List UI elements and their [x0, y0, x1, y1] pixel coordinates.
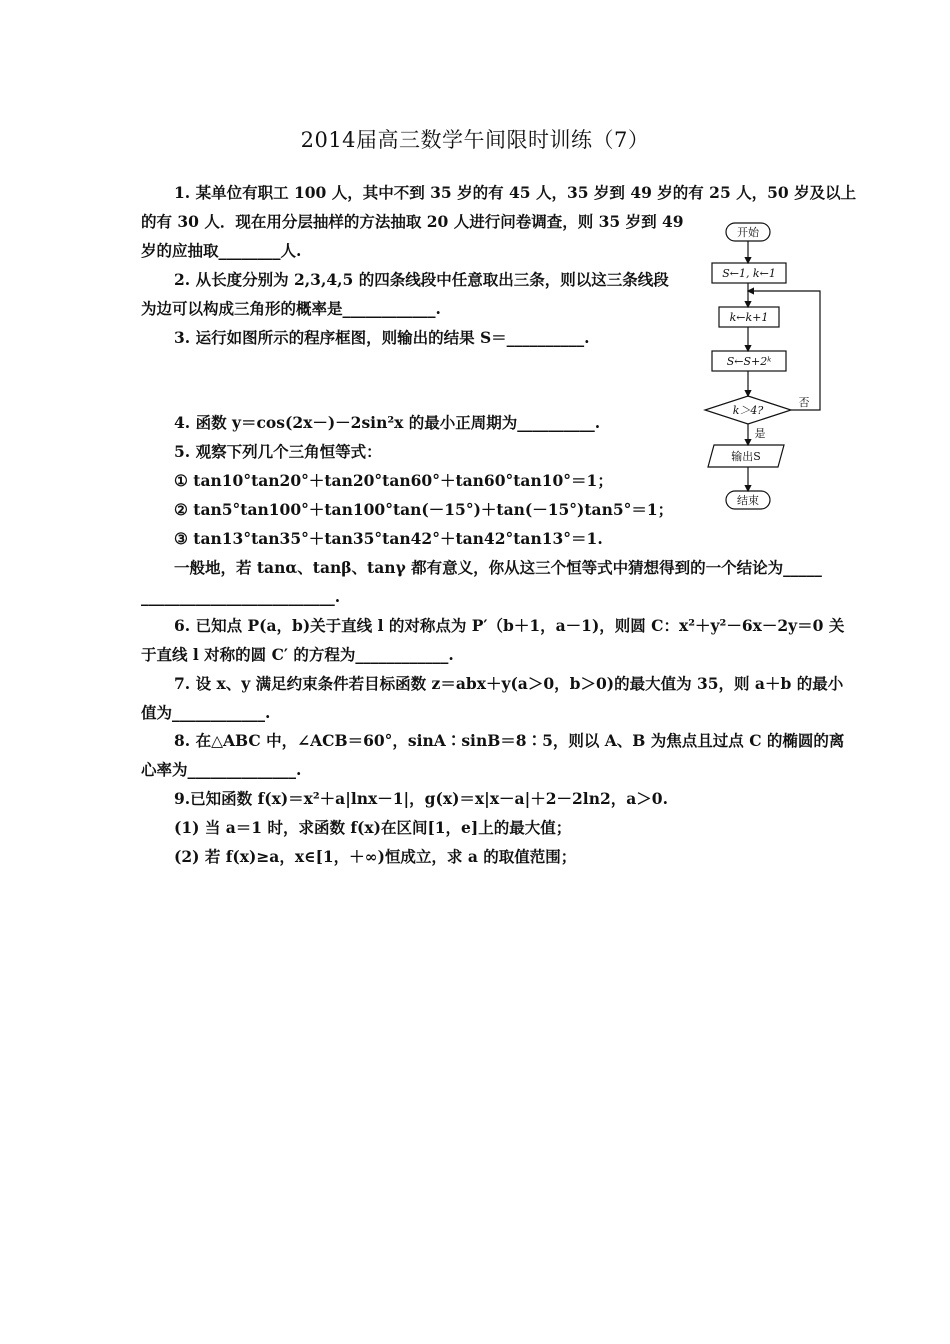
q3-line1: 3. 运行如图所示的程序框图，则输出的结果 S＝__________. — [174, 328, 590, 347]
q5-line6: _________________________. — [141, 587, 341, 606]
q5-line5: 一般地，若 tanα、tanβ、tanγ 都有意义，你从这三个恒等式中猜想得到的一个结论为_____ — [174, 558, 822, 577]
flow-output-label: 输出S — [731, 450, 761, 463]
flow-step2-label: S←S+2ᵏ — [726, 355, 772, 368]
flow-start-label: 开始 — [737, 226, 759, 239]
q1-line2: 的有 30 人．现在用分层抽样的方法抽取 20 人进行问卷调查，则 35 岁到 49 — [141, 212, 684, 231]
q9-part2: (2) 若 f(x)≥a，x∈[1，＋∞)恒成立，求 a 的取值范围； — [174, 847, 577, 866]
q9-line1: 9.已知函数 f(x)＝x²＋a|lnx－1|，g(x)＝x|x－a|＋2－2ln2，a＞0. — [174, 789, 668, 808]
q5-identity2: ② tan5°tan100°＋tan100°tan(－15°)＋tan(－15°)tan5°＝1； — [174, 500, 674, 519]
q7-line2: 值为____________. — [141, 703, 271, 722]
flow-step1-label: k←k+1 — [729, 311, 769, 324]
q6-line2: 于直线 l 对称的圆 C′ 的方程为____________. — [141, 645, 454, 664]
q2-line2: 为边可以构成三角形的概率是____________. — [141, 299, 441, 318]
page-title: 2014届高三数学午间限时训练（7） — [300, 128, 650, 152]
flow-condition-label: k＞4? — [732, 404, 764, 417]
flow-init-label: S←1, k←1 — [722, 267, 776, 280]
q8-line1: 8. 在△ABC 中，∠ACB＝60°，sinA∶sinB＝8∶5，则以 A、B 为焦点且过点 C 的椭圆的离 — [174, 731, 845, 750]
q5-identity3: ③ tan13°tan35°＋tan35°tan42°＋tan42°tan13°＝1. — [174, 529, 603, 548]
q2-line1: 2. 从长度分别为 2,3,4,5 的四条线段中任意取出三条，则以这三条线段 — [174, 270, 669, 289]
q7-line1: 7. 设 x、y 满足约束条件若目标函数 z＝abx＋y(a＞0，b＞0)的最大值为 35，则 a＋b 的最小 — [174, 674, 844, 693]
q1-line1: 1. 某单位有职工 100 人，其中不到 35 岁的有 45 人，35 岁到 49 岁的有 25 人，50 岁及以上 — [174, 183, 857, 202]
q5-identity1: ① tan10°tan20°＋tan20°tan60°＋tan60°tan10°＝1； — [174, 471, 613, 490]
q6-line1: 6. 已知点 P(a，b)关于直线 l 的对称点为 P′（b＋1，a－1)，则圆 C：x²＋y²－6x－2y＝0 关 — [174, 616, 845, 635]
q5-line1: 5. 观察下列几个三角恒等式： — [174, 442, 382, 461]
q1-line3: 岁的应抽取________人. — [141, 241, 302, 260]
flow-yes-label: 是 — [754, 427, 766, 440]
flow-end-label: 结束 — [737, 494, 759, 507]
program-flowchart — [690, 215, 830, 520]
q4-line1: 4. 函数 y＝cos(2x－)－2sin²x 的最小正周期为__________. — [174, 413, 601, 432]
q8-line2: 心率为______________. — [141, 760, 302, 779]
flow-no-label: 否 — [798, 396, 810, 409]
q9-part1: (1) 当 a＝1 时，求函数 f(x)在区间[1，e]上的最大值； — [174, 818, 572, 837]
